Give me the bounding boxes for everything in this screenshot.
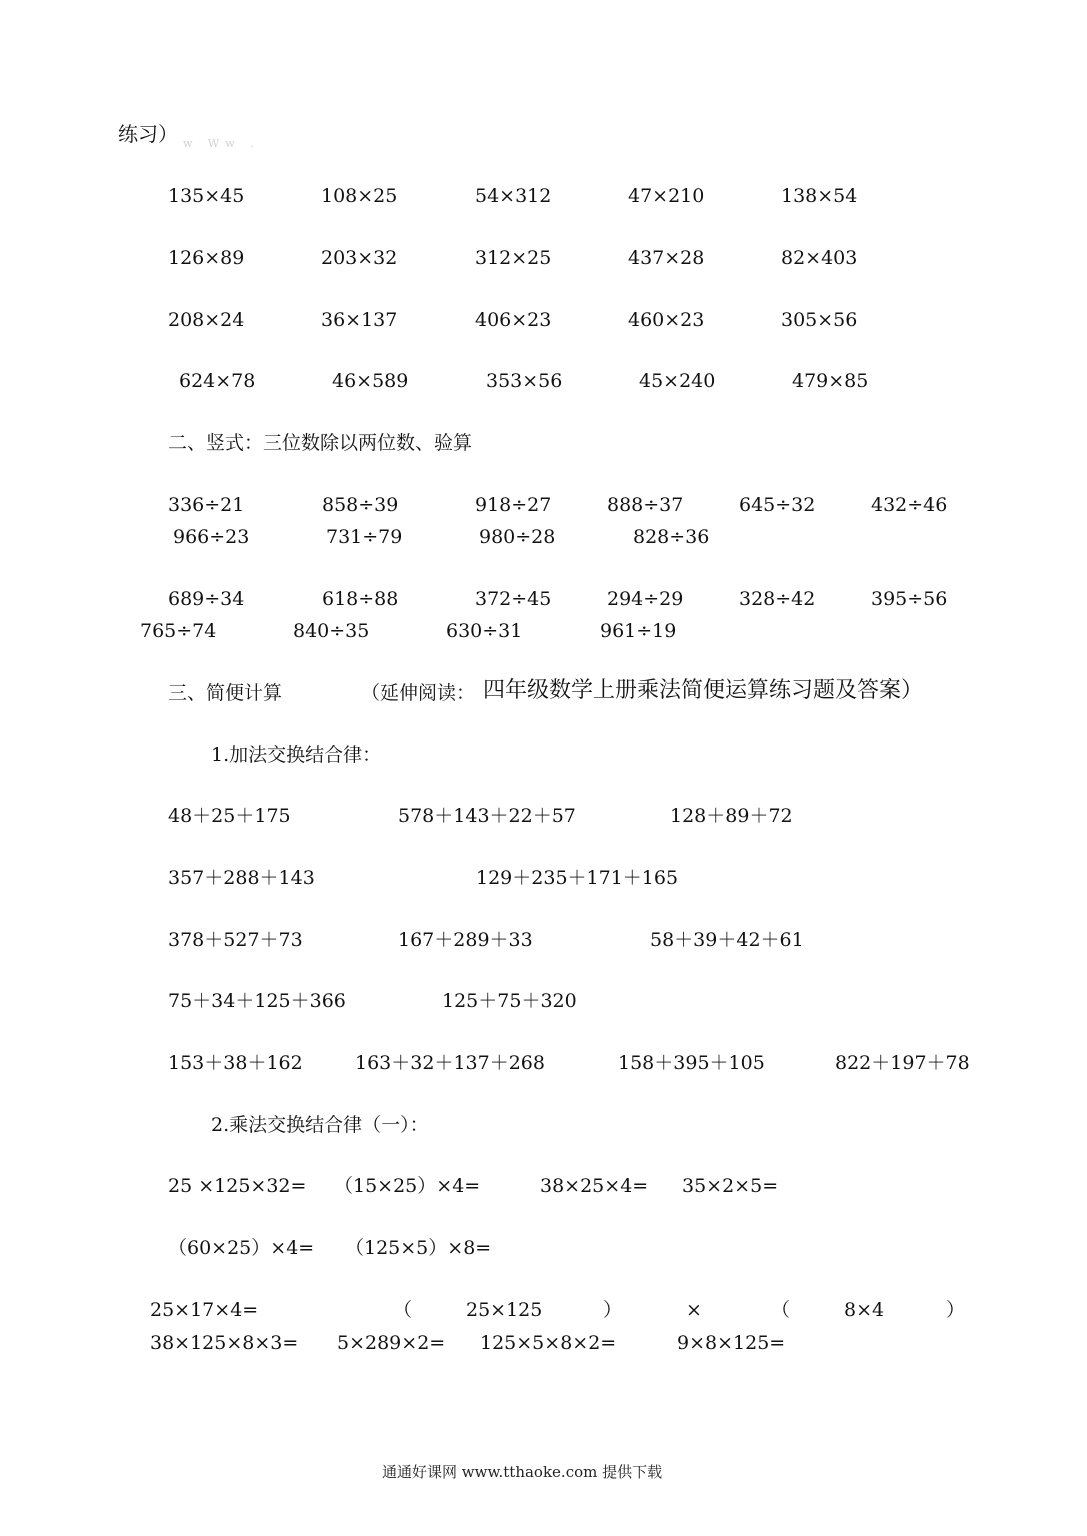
- div-problem: 858÷39: [322, 494, 399, 516]
- add-problem: 129＋235＋171＋165: [476, 867, 679, 889]
- mult-problem: 406×23: [475, 309, 552, 331]
- add-problem: 153＋38＋162: [168, 1052, 303, 1074]
- mult-law-problem: （125×5）×8=: [345, 1237, 492, 1259]
- add-problem: 378＋527＋73: [168, 929, 303, 951]
- section-heading-simplified: 三、简便计算: [168, 682, 283, 704]
- div-problem: 731÷79: [326, 526, 403, 548]
- div-problem: 645÷32: [739, 494, 816, 516]
- mult-problem: 54×312: [475, 185, 552, 207]
- mult-law-problem: 25 ×125×32=: [168, 1175, 307, 1197]
- extended-reading-prefix: （延伸阅读：: [361, 682, 476, 704]
- div-problem: 689÷34: [168, 588, 245, 610]
- bracket-open: （: [393, 1299, 413, 1321]
- add-problem: 48＋25＋175: [168, 805, 291, 827]
- mult-problem: 82×403: [781, 247, 858, 269]
- add-problem: 163＋32＋137＋268: [355, 1052, 545, 1074]
- mult-problem: 45×240: [639, 370, 716, 392]
- mult-problem: 135×45: [168, 185, 245, 207]
- section-heading-division: 二、竖式：三位数除以两位数、验算: [168, 432, 473, 454]
- mult-problem: 47×210: [628, 185, 705, 207]
- mult-law-problem: 5×289×2=: [337, 1332, 446, 1354]
- mult-law-problem: 35×2×5=: [682, 1175, 779, 1197]
- times-sign: ×: [686, 1299, 702, 1321]
- mult-law-problem: 38×25×4=: [540, 1175, 649, 1197]
- div-problem: 372÷45: [475, 588, 552, 610]
- div-problem: 336÷21: [168, 494, 245, 516]
- bracket-open: （: [771, 1299, 791, 1321]
- mult-problem: 36×137: [321, 309, 398, 331]
- mult-problem: 624×78: [179, 370, 256, 392]
- add-problem: 125＋75＋320: [442, 990, 577, 1012]
- mult-law-problem: 125×5×8×2=: [480, 1332, 617, 1354]
- page-title: 练习）: [118, 122, 178, 146]
- add-problem: 167＋289＋33: [398, 929, 533, 951]
- mult-problem: 46×589: [332, 370, 409, 392]
- add-problem: 158＋395＋105: [618, 1052, 765, 1074]
- div-problem: 888÷37: [607, 494, 684, 516]
- div-problem: 918÷27: [475, 494, 552, 516]
- subsection-heading-multiplication: 2.乘法交换结合律（一）：: [211, 1114, 429, 1136]
- mult-problem: 437×28: [628, 247, 705, 269]
- add-problem: 75＋34＋125＋366: [168, 990, 346, 1012]
- div-problem: 630÷31: [446, 620, 523, 642]
- watermark-text: w Ww .: [183, 137, 260, 150]
- div-problem: 328÷42: [739, 588, 816, 610]
- mult-law-problem: 25×17×4=: [150, 1299, 259, 1321]
- div-problem: 980÷28: [479, 526, 556, 548]
- mult-problem: 138×54: [781, 185, 858, 207]
- div-problem: 432÷46: [871, 494, 948, 516]
- add-problem: 128＋89＋72: [670, 805, 793, 827]
- add-problem: 822＋197＋78: [835, 1052, 970, 1074]
- bracket-close: ）: [946, 1299, 966, 1321]
- extended-reading-link[interactable]: 四年级数学上册乘法简便运算练习题及答案）: [483, 678, 924, 703]
- mult-law-problem: （60×25）×4=: [168, 1237, 315, 1259]
- subsection-heading-addition: 1.加法交换结合律：: [211, 744, 382, 766]
- add-problem: 578＋143＋22＋57: [398, 805, 576, 827]
- mult-problem: 460×23: [628, 309, 705, 331]
- div-problem: 395÷56: [871, 588, 948, 610]
- bracket-close: ）: [603, 1299, 623, 1321]
- add-problem: 357＋288＋143: [168, 867, 315, 889]
- add-problem: 58＋39＋42＋61: [650, 929, 804, 951]
- footer-credit: 通通好课网 www.tthaoke.com 提供下载: [382, 1463, 663, 1481]
- div-problem: 840÷35: [293, 620, 370, 642]
- mult-problem: 305×56: [781, 309, 858, 331]
- mult-problem: 312×25: [475, 247, 552, 269]
- mult-law-problem: 8×4: [844, 1299, 885, 1321]
- mult-problem: 208×24: [168, 309, 245, 331]
- div-problem: 828÷36: [633, 526, 710, 548]
- mult-law-problem: 38×125×8×3=: [150, 1332, 299, 1354]
- mult-problem: 126×89: [168, 247, 245, 269]
- div-problem: 961÷19: [600, 620, 677, 642]
- div-problem: 294÷29: [607, 588, 684, 610]
- mult-problem: 479×85: [792, 370, 869, 392]
- mult-law-problem: 25×125: [466, 1299, 543, 1321]
- div-problem: 966÷23: [173, 526, 250, 548]
- div-problem: 618÷88: [322, 588, 399, 610]
- mult-problem: 353×56: [486, 370, 563, 392]
- mult-law-problem: （15×25）×4=: [334, 1175, 481, 1197]
- div-problem: 765÷74: [140, 620, 217, 642]
- mult-law-problem: 9×8×125=: [677, 1332, 786, 1354]
- mult-problem: 108×25: [321, 185, 398, 207]
- mult-problem: 203×32: [321, 247, 398, 269]
